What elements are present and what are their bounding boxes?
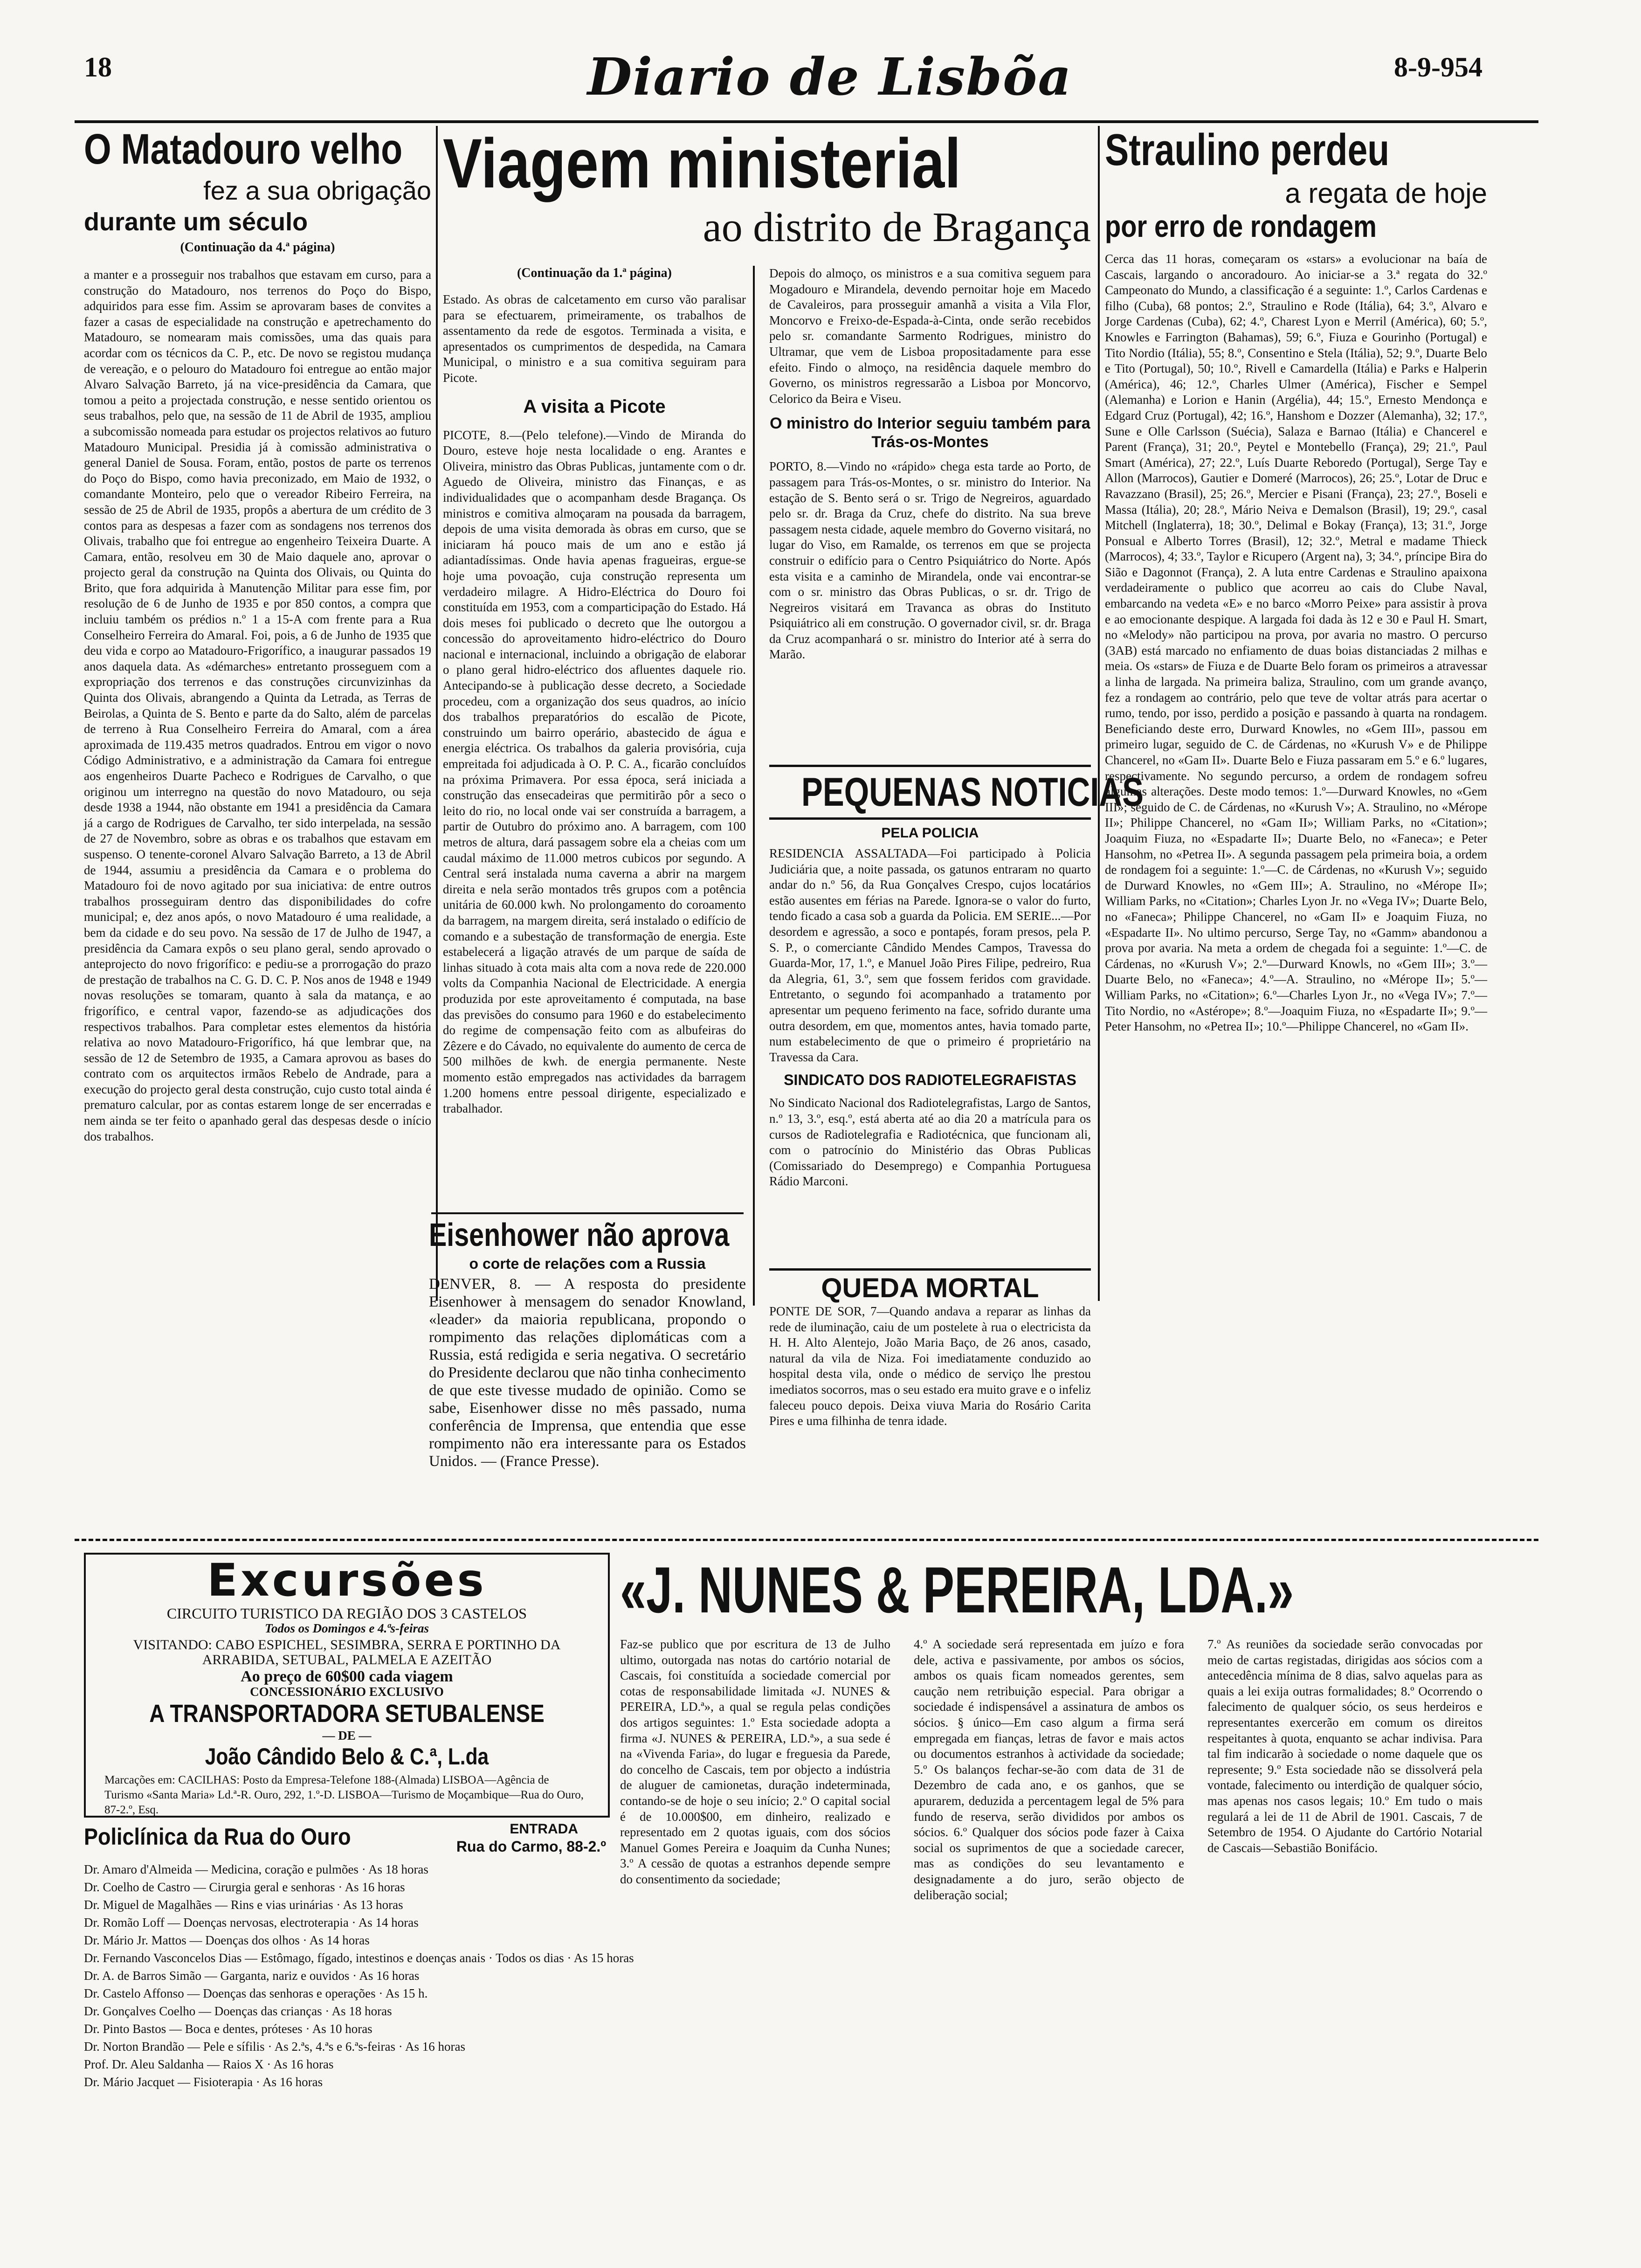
doctor-row: Dr. Romão Loff — Doenças nervosas, electroterapia · As 14 horas [84, 1915, 419, 1929]
nunes-col2: 4.º A sociedade será representada em juízo e fora dele, activa e passivamente, por ambos os sócios, ambos os quais ficam nomeados gerentes, sem caução nem retribuição especial. Para obrigar a sociedade é indispensável a assinatura de ambos os sócios. § único—Em caso algum a firma será empregada em fianças, letras de favor e mais actos ou documentos estranhos à actividade da sociedade; 5.º Os balanços fechar-se-ão com data de 31 de Dezembro de cada ano, e os ganhos, que se apurarem, deduzida a percentagem legal de 5% para fundo de reserva, serão divididos por ambos os sócios. 6.º Qualquer dos sócios pode fazer à Caixa social os suprimentos de que a sociedade carecer, mas as condições do seu levantamento e designadamente a do juro, serão objecto de deliberação social; [914, 1637, 1184, 1902]
policlinica-entrance-address: Rua do Carmo, 88-2.º [456, 1838, 606, 1855]
eisenhower-body: DENVER, 8. — A resposta do presidente Eisenhower à mensagem do senador Knowland, «leader» da maioria republicana, propondo o rompimento das relações diplomáticas com a Russia, está redigida e seria negativa. O secretário do Presidente declarou que não tinha conhecimento de que este tivesse mudado de opinião. Como se sabe, Eisenhower disse no mês passado, numa conferência de Imprensa, que entendia que esse rompimento não era interessante para os Estados Unidos. — (France Presse). [429, 1276, 746, 1470]
pequenas-noticias-banner [769, 765, 1144, 820]
eisenhower-subheadline: o corte de relações com a Russia [469, 1255, 706, 1272]
pequenas-noticias-headline: PEQUENAS NOTICIAS [801, 770, 1144, 815]
picote-body: PICOTE, 8.—(Pelo telefone).—Vindo de Miranda do Douro, esteve hoje nesta localidade o eng. Arantes e Oliveira, ministro das Obras Publicas, juntamente com o dr. Aguedo de Oliveira, ministro das Finanças, e as individualidades que o acompanham desde Bragança. Os ministros e comitiva almoçaram na pousada da barragem, depois de uma visita demorada às obras em curso, que se iniciaram há pouco mais de um ano e estão já adiantadíssimas. Onde havia apenas fragueiras, ergue-se hoje uma povoação, cuja construção representa um verdadeiro milagre. A Hidro-Eléctrica do Douro foi constituída em 1953, com a comparticipação do Estado. Há dois meses foi publicado o decreto que lhe outorgou a concessão do aproveitamento hidro-eléctrico do Douro nacional e internacional, incluindo a obrigação de elaborar o plano geral hidro-eléctrico dos afluentes daquele rio. Antecipando-se à publicação desse decreto, a Sociedade procedeu, com a organização dos seus quadros, ao início dos trabalhos preparatórios do escalão de Picote, construindo um bairro operário, abastecido de água e energia eléctrica. Os trabalhos da galeria provisória, cuja empreitada foi adjudicada à O. P. C. A., ficarão concluídos na próxima Primavera. Por essa época, será iniciada a construção das ensecadeiras que permitirão pôr a seco o leito do rio, no local onde vai ser construída a barragem, a partir de Outubro do próximo ano. A barragem, com 100 metros de altura, dará passagem sobre ela a cheias com um caudal máximo de 11.000 metros cubicos por segundo. A Central será instalada numa caverna a abrir na margem direita e nela serão montados três grupos com a potência unitária de 60.000 kwh. No prolongamento do coroamento da barragem, na margem direita, será instalado o edifício de comando e a subestação de transformação de energia. Este estabelecerá a ligação através de um parque de saída de linhas situado à cota mais alta com a nova rede de 220.000 volts da Companhia Nacional de Electricidade. A energia produzida por este aproveitamento é computada, na base das previsões do consumo para 1960 e do estabelecimento do regime de compensação feito com as albufeiras do Zêzere e do Cávado, no equivalente do aumento de cerca de 500 milhões de kwh. de energia permanente. Neste momento estão empregados nas actividades da barragem 1.200 homens entre pessoal dirigente, especializado e trabalhador. [443, 428, 746, 1116]
newspaper-title: Diario de Lisbõa [587, 47, 1072, 107]
viagem-body-part1: Estado. As obras de calcetamento em curso vão paralisar para se efectuarem, primeiramente, os trabalhos de assentamento da rede de esgotos. Terminada a visita, e apresentados os cumprimentos de despedida, na Camara Municipal, o ministro e a sua comitiva seguiram para Picote. [443, 292, 746, 385]
matadouro-subheadline-bold: durante um século [84, 208, 308, 236]
doctor-row: Dr. Miguel de Magalhães — Rins e vias urinárias · As 13 horas [84, 1898, 403, 1912]
viagem-body-part2: Depois do almoço, os ministros e a sua comitiva seguem para Mogadouro e Mirandela, devendo pernoitar hoje em Macedo de Cavaleiros, para prosseguir amanhã a visita a Vila Flor, Moncorvo e Freixo-de-Espada-à-Cinta, onde serão recebidos pelo sr. comandante Sarmento Rodrigues, ministro do Ultramar, que vem de Lisboa propositadamente para esse efeito. Findo o almoço, na residência daquele membro do Governo, os ministros regressarão a Lisboa por Moncorvo, Celorico da Beira e Viseu. [769, 266, 1091, 406]
policlinica-title: Policlínica da Rua do Ouro [84, 1824, 351, 1850]
viagem-header [443, 126, 1091, 250]
matadouro-subheadline: fez a sua obrigação [203, 176, 431, 205]
policia-body: RESIDENCIA ASSALTADA—Foi participado à Policia Judiciária que, a noite passada, os gatunos entraram no quarto andar do n.º 56, da Rua Gonçalves Crespo, cujos locatários estão ausentes em férias na Parede. Ignora-se o valor do furto, tendo ficado a casa sob a guarda da Policia. EM SERIE...—Por desordem e agressão, a soco e pontapés, foram presos, pela P. S. P., o comerciante Cândido Mendes Campos, Travessa do Guarda-Mor, 17, 1.º, e Manuel João Pires Filipe, pedreiro, Rua da Alegria, 61, 3.º, sem que fossem feridos com gravidade. Entretanto, o segundo foi acompanhado a tratamento por apresentar um pequeno ferimento na face, sofrido durante uma outra desordem, em que, momentos antes, havia tomado parte, num estabelecimento de que o primeiro é proprietário na Travessa da Cara. [769, 846, 1091, 1064]
doctor-list [84, 1860, 634, 2091]
excursoes-line1: CIRCUITO TURISTICO DA REGIÃO DOS 3 CASTELOS [166, 1605, 527, 1622]
policlinica-entrance-label: ENTRADA [510, 1821, 578, 1837]
excursoes-title: Excursões [207, 1554, 487, 1606]
matadouro-body: a manter e a prosseguir nos trabalhos que estavam em curso, para a construção do Matadouro, nos terrenos do Poço do Bispo, adquiridos para esse fim. Assim se aprovaram bases de convites a fazer a casas de especialidade na construção e apetrechamento do Matadouro, se nomearam mais comissões, uma das quais para acordar com os técnicos da C. P., etc. De novo se registou mudança de vereação, e o pelouro do Matadouro foi entregue ao então major Alvaro Salvação Barreto, já na vice-presidência da Camara, que tomou a peito a projectada construção, e nesse sentido orientou os seus trabalhos, pelo que, na sessão de 11 de Abril de 1935, ampliou a subcomissão nomeada para estudar os projectos relativos ao futuro Matadouro Municipal. Presidia já à comissão administrativa o general Daniel de Sousa. Foram, então, postos de parte os terrenos do Poço do Bispo, como havia preconizado, em Maio de 1932, o comandante Monteiro, pelo que o vereador Ribeiro Ferreira, na sessão de 25 de Abril de 1935, propôs a abertura de um crédito de 3 contos para as despesas a fazer com as sondagens nos terrenos dos Olivais, trabalho que foi entregue ao engenheiro Teixeira Duarte. A Camara, então, resolveu em 30 de Maio daquele ano, aprovar o projecto geral da construção na Quinta dos Olivais, ou Quinta do Brito, que fora adquirida à Manutenção Militar para esse fim, por resolução de 6 de Junho de 1935 e por 850 contos, a compra que incluiu também os prédios n.º 1 a 15-A com frente para a Rua Conselheiro Ferreira do Amaral. Foi, pois, a 6 de Junho de 1935 que deu vida e corpo ao Matadouro-Frigorífico, a inaugurar passados 19 anos daquela data. As «démarches» entretanto prosseguem com a expropriação dos terrenos e das construções circunvizinhas da Quinta dos Olivais, abrangendo a Quinta da Letrada, as Terras de Beirolas, a Quinta de S. Bento e parte da do Salto, além de parcelas de terreno à Rua Conselheiro Ferreira do Amaral, com a área aproximada de 119.435 metros quadrados. Entrou em vigor o novo Código Administrativo, e a administração da Camara foi entregue aos engenheiros Duarte Pacheco e Rodrigues de Carvalho, o que originou um interregno na questão do novo Matadouro, ou seja desde 1938 a 1944, não obstante em 1941 a presidência da Camara já a cargo de Rodrigues de Carvalho, ter sido interpelada, na sessão de 27 de Novembro, sobre as obras e os trabalhos que estavam em suspenso. O tenente-coronel Alvaro Salvação Barreto, a 13 de Abril de 1944, assumiu a presidência da Camara e o problema do Matadouro foi de novo agitado por sua iniciativa: de entre outros trabalhos prosseguiram dentro das disponibilidades do cofre municipal; e, dez anos após, o novo Matadouro é uma realidade, a bem da cidade e do seu povo. Na sessão de 17 de Julho de 1947, a presidência da Camara expôs o seu plano geral, sendo aprovado o anteprojecto do novo frigorífico: e pediu-se a prorrogação do prazo de prestação de trabalhos na C. G. D. C. P. Nos anos de 1948 e 1949 novas resoluções se tomaram, quanto à sala da matança, e ao frigorífico, e central vapor, fazendo-se as adjudicações dos respectivos trabalhos. Para completar estes elementos da história relativa ao novo Matadouro-Frigorífico, há que lembrar que, na sessão de 12 de Setembro de 1935, a Camara aprovou as bases do contrato com os arquitectos irmãos Rebelo de Andrade, para a execução do projecto geral desta construção, cujo custo total ainda é prematuro calcular, por as contas estarem longe de ser encerradas e nem ainda se ter feito o apanhado geral das despesas desde o início dos trabalhos. [84, 268, 431, 1143]
matadouro-continuation: (Continuação da 4.ª página) [180, 240, 335, 255]
article-matadouro [84, 126, 431, 1301]
straulino-headline: Straulino perdeu [1105, 125, 1390, 175]
viagem-col-left [443, 266, 746, 1212]
excursoes-line8: João Cândido Belo & C.ª, L.da [205, 1743, 489, 1770]
queda-rule [769, 1268, 1091, 1271]
doctor-row: Dr. Norton Brandão — Pele e sífilis · As 2.ªs, 4.ªs e 6.ªs-feiras · As 16 horas [84, 2040, 465, 2054]
column-divider [1098, 126, 1100, 1301]
doctor-row: Dr. Fernando Vasconcelos Dias — Estômago, fígado, intestinos e doenças anais · Todos os dias · As 15 horas [84, 1951, 634, 1965]
ad-policlinica [84, 1821, 634, 2112]
doctor-row: Dr. Mário Jr. Mattos — Doenças dos olhos · As 14 horas [84, 1933, 370, 1947]
doctor-row: Prof. Dr. Aleu Saldanha — Raios X · As 16 horas [84, 2057, 334, 2071]
nunes-col1: Faz-se publico que por escritura de 13 de Julho ultimo, outorgada nas notas do cartório notarial de Cascais, foi constituída a sociedade comercial por cotas de responsabilidade limitada «J. NUNES & PEREIRA, LD.ª», a qual se regula pelas condições dos artigos seguintes: 1.º Esta sociedade adopta a firma «J. NUNES & PEREIRA, LD.ª», a sua sede é na «Vivenda Faria», do lugar e freguesia da Parede, do concelho de Cascais, tem por objecto a indústria de aluguer de camionetas, duração indeterminada, contando-se de hoje o seu início; 2.º O capital social é de 10.000$00, em dinheiro, realizado e representado em 2 quotas iguais, com dos sócios Manuel Gomes Pereira e Joaquim da Cunha Nunes; 3.º A cessão de quotas a estranhos depende sempre do consentimento da sociedade; [620, 1637, 890, 1886]
masthead-rule [75, 120, 1538, 123]
interior-subhead: O ministro do Interior seguiu também para Trás-os-Montes [770, 415, 1090, 451]
issue-date: 8-9-954 [1394, 52, 1482, 83]
interior-body: PORTO, 8.—Vindo no «rápido» chega esta tarde ao Porto, de passagem para Trás-os-Montes, o sr. ministro do Interior. Na estação de S. Bento será o sr. Trigo de Negreiros, aguardado pelo sr. dr. Braga da Cruz, chefe do distrito. Na sua breve passagem nesta cidade, aquele membro do Governo visitará, no lugar do Viso, em Ramalde, os terrenos em que se projecta construir o edifício para o Centro Psiquiátrico do Norte. Após esta visita e a caminho de Mirandela, onde vai encontrar-se com o sr. ministro das Obras Publicas, o sr. dr. Trigo de Negreiros visitará em Travanca as obras do Instituto Psiquiátrico ali em construção. O governador civil, sr. dr. Braga da Cruz acompanhará o sr. ministro do Interior até à serra do Marão. [769, 459, 1091, 662]
matadouro-headline: O Matadouro velho [84, 125, 403, 173]
nunes-col3: 7.º As reuniões da sociedade serão convocadas por meio de cartas registadas, dirigidas aos sócios com a antecedência mínima de 8 dias, salvo aquelas para as quais a lei exija outras formalidades; 8.º Ocorrendo o falecimento de qualquer sócio, os seus herdeiros e representantes exercerão em comum os direitos respeitantes à quota, enquanto se achar indivisa. Para tal fim indicarão à sociedade o nome daquele que os represente; 9.º Esta sociedade não se dissolverá pela vontade, falecimento ou interdição de qualquer sócio, mas apenas nos casos legais; 10.º Em tudo o mais regulará a lei de 11 de Abril de 1901. Cascais, 7 de Setembro de 1954. O Ajudante do Cartório Notarial de Cascais—Sebastião Bonifácio. [1207, 1637, 1482, 1855]
section-policia: PELA POLICIA [881, 825, 979, 841]
eisenhower-rule [431, 1212, 744, 1214]
excursoes-line5: CONCESSIONÁRIO EXCLUSIVO [250, 1685, 444, 1699]
doctor-row: Dr. Gonçalves Coelho — Doenças das crianças · As 18 horas [84, 2004, 392, 2018]
sindicato-body: No Sindicato Nacional dos Radiotelegrafistas, Largo de Santos, n.º 13, 3.º, esq.º, está aberta até ao dia 20 a matrícula para os cursos de Radiotelegrafia e Radiotécnica, que funcionam ali, com o patrocínio do Ministério das Obras Publicas (Comissariado do Desemprego) e Companhia Portuguesa Rádio Marconi. [769, 1096, 1091, 1189]
pequenas-noticias [769, 825, 1091, 1273]
excursoes-line3: VISITANDO: CABO ESPICHEL, SESIMBRA, SERRA E PORTINHO DA ARRABIDA, SETUBAL, PALMELA E AZEITÃO [133, 1637, 561, 1667]
excursoes-line2: Todos os Domingos e 4.ªs-feiras [265, 1621, 429, 1635]
straulino-subheadline: a regata de hoje [1285, 178, 1487, 209]
picote-subhead: A visita a Picote [523, 396, 666, 417]
eisenhower-headline: Eisenhower não aprova [429, 1217, 730, 1253]
viagem-subheadline: ao distrito de Bragança [703, 204, 1091, 250]
article-eisenhower [429, 1217, 746, 1470]
viagem-continuation: (Continuação da 1.ª página) [517, 266, 672, 280]
page-number: 18 [84, 52, 112, 83]
doctor-row: Dr. A. de Barros Simão — Garganta, nariz e ouvidos · As 16 horas [84, 1969, 420, 1983]
excursoes-line7: — DE — [322, 1729, 372, 1742]
straulino-subheadline-bold: por erro de rondagem [1105, 209, 1377, 243]
doctor-row: Dr. Mário Jacquet — Fisioterapia · As 16 horas [84, 2075, 323, 2089]
doctor-row: Dr. Castelo Affonso — Doenças das senhoras e operações · As 15 h. [84, 1986, 428, 2000]
article-queda [769, 1273, 1091, 1428]
section-sindicato: SINDICATO DOS RADIOTELEGRAFISTAS [784, 1072, 1076, 1089]
column-divider [753, 266, 755, 1306]
excursoes-line9: Marcações em: CACILHAS: Posto da Empresa-Telefone 188-(Almada) LISBOA—Agência de Turismo «Santa Maria» Ld.ª-R. Ouro, 292, 1.º-D. LISBOA—Turismo de Moçambique—Rua do Ouro, 87-2.º, Esq. [104, 1774, 584, 1816]
section-rule [75, 1539, 1538, 1541]
viagem-headline: Viagem ministerial [443, 124, 961, 202]
masthead [84, 47, 1482, 121]
straulino-body: Cerca das 11 horas, começaram os «stars» a evolucionar na baía de Cascais, largando o ancoradouro. Ao iniciar-se a 3.ª regata do 32.º Campeonato do Mundo, a classificação é a seguinte: 1.º, Carlos Cardenas e filho (Cuba), 68 pontos; 2.º, Straulino e Rode (Itália), 64; 3.º, Alvaro e Jorge Cardenas (Cuba), 62; 4.º, Charest Lyon e Merril (América), 60; 5.º, Knowles e Farrington (Bahamas), 59; 6.º, Fiuza e Gourinho (Portugal) e Tito Nordio (Itália), 55; 8.º, Consentino e Stela (Itália), 52; 9.º, Duarte Belo e Tito (Portugal), 50; 10.º, Rivell e Camardella (Itália) e Parks e Halperin (América), 46; 12.º, Charles Ulmer (América), Fischer e Sempel (Alemanha) e Lorion e Hanin (Argélia), 44; 15.º, Ernesto Mendonça e Edgard Cruz (Portugal), 42; 16.º, Hanshom e Dozzer (Alemanha), 32; 17.º, Sune e Olle Carlsson (Suécia), Salaza e Barnao (Itália) e Chancerel e Parent (França), 31; 20.º, Peytel e Montebello (França), 29; 21.º, Paul Smart (América), 27; 22.º, Luís Duarte Reboredo (Portugal), Serge Tay e Allon (Marrocos), Gautier e Domeré (Marrocos), 26; 25.º, Lotar de Druc e Ravazzano (Brasil), 25; 26.º, Mercier e Pisani (França), 23; 27.º, Boseli e Massa (Itália), 20; 28.º, Mário Neiva e Demalson (Brasil), 19; 29.º, casal Mitchell (Inglaterra), 18; 30.º, Delimal e Bokay (França), 13; 31.º, Jorge Ponsual e Alberto Torres (Brasil), 12; 32.º, Metral e madame Thieck (Marrocos), 4; 33.º, Taylor e Ricupero (Argent na), 3; 34.º, príncipe Bira do Sião e Dagonnot (França), 2. A luta entre Cardenas e Straulino apaixona verdadeiramente o publico que acorreu ao cais do Clube Naval, embarcando na vedeta «E» e no barco «Morro Peixe» para assistir à prova e ao emocionante despique. A largada foi dada às 12 e 30 e Paul H. Smart, no «Melody» não participou na prova, por avaria no mastro. O percurso (3AB) está marcado no enfiamento de duas boias distanciadas 2 milhas e meia. Os «stars» de Fiuza e de Duarte Belo foram os primeiros a atravessar a linha de largada. Na primeira baliza, Straulino, com um grande avanço, fez a rondagem ao contrário, pelo que teve de voltar atrás para acertar o rumo, tendo, por isso, perdido a posição e passando à quarta na rondagem. Beneficiando deste erro, Durward Knowles, no «Gem III», passou em primeiro lugar, seguido de C. de Cárdenas, no «Kurush V» e de Philippe Chancerel, no «Gam II». Duarte Belo e Fiuza passaram em 5.º e 6.º lugares, respectivamente. No segundo percurso, a ordem de rondagem sofreu algumas alterações. Deste modo temos: 1.º—Durward Knowles, no «Gem III»; seguido de C. de Cárdenas, no «Kurush V»; A. Straulino, no «Mérope II»; Philippe Chancerel, no «Gam II»; William Parks, no «Citation»; Joaquim Fiuza, no «Espadarte II»; Duarte Belo, no «Faneca»; e Peter Hansohm, no «Petrea II». A segunda passagem pela primeira boia, a ordem de rondagem foi a seguinte: 1.º—C. de Cárdenas, no «Kurush V»; seguido de Durward Knowles, no «Gem III»; A. Straulino, no «Mérope II»; William Parks, no «Citation»; Charles Lyon Jr. no «Vega IV»; Duarte Belo, no «Faneca»; Philippe Chancerel, no «Gam II» e Joaquim Fiuza, no «Espadarte II». No ultimo percurso, Serge Tay, no «Gamm» abandonou a prova por avaria. Na meta a ordem de chegada foi a seguinte: 1.º—C. de Cárdenas, no «Kurush V»; 2.º—Durward Knowls, no «Gem III»; 3.º—Duarte Belo, no «Faneca»; 4.º—A. Straulino, no «Mérope II»; 5.º—William Parks, no «Citation»; 6.º—Charles Lyon Jr., no «Vega IV»; 7.º—Tito Nordio, no «Astérope»; 8.º—Joaquim Fiuza, no «Espadarte II»; 9.º—Peter Hansohm, no «Petrea II»; 10.º—Philippe Chancerel, no «Gam II». [1105, 252, 1487, 1034]
article-straulino [1105, 126, 1487, 1301]
ad-nunes-pereira [620, 1553, 1492, 2159]
ad-excursoes [84, 1553, 610, 1818]
queda-headline: QUEDA MORTAL [821, 1273, 1039, 1303]
column-divider [436, 126, 438, 1301]
viagem-col-right [769, 266, 1091, 765]
doctor-row: Dr. Coelho de Castro — Cirurgia geral e senhoras · As 16 horas [84, 1880, 405, 1894]
doctor-row: Dr. Pinto Bastos — Boca e dentes, próteses · As 10 horas [84, 2022, 372, 2036]
excursoes-line6: A TRANSPORTADORA SETUBALENSE [149, 1700, 545, 1728]
doctor-row: Dr. Amaro d'Almeida — Medicina, coração e pulmões · As 18 horas [84, 1862, 428, 1876]
excursoes-line4: Ao preço de 60$00 cada viagem [241, 1668, 453, 1685]
nunes-headline: «J. NUNES & PEREIRA, LDA.» [620, 1553, 1294, 1626]
queda-body: PONTE DE SOR, 7—Quando andava a reparar as linhas da rede de iluminação, caiu de um postelete à rua o electricista da H. H. Alto Alentejo, João Maria Baço, de 26 anos, casado, natural da vila de Niza. Foi imediatamente conduzido ao hospital desta vila, onde o médico de serviço lhe prestou imediatos socorros, mas o seu estado era muito grave e o infeliz faleceu pouco depois. Deixa viuva Maria do Rosário Carita Pires e uma filhinha de tenra idade. [769, 1304, 1091, 1428]
